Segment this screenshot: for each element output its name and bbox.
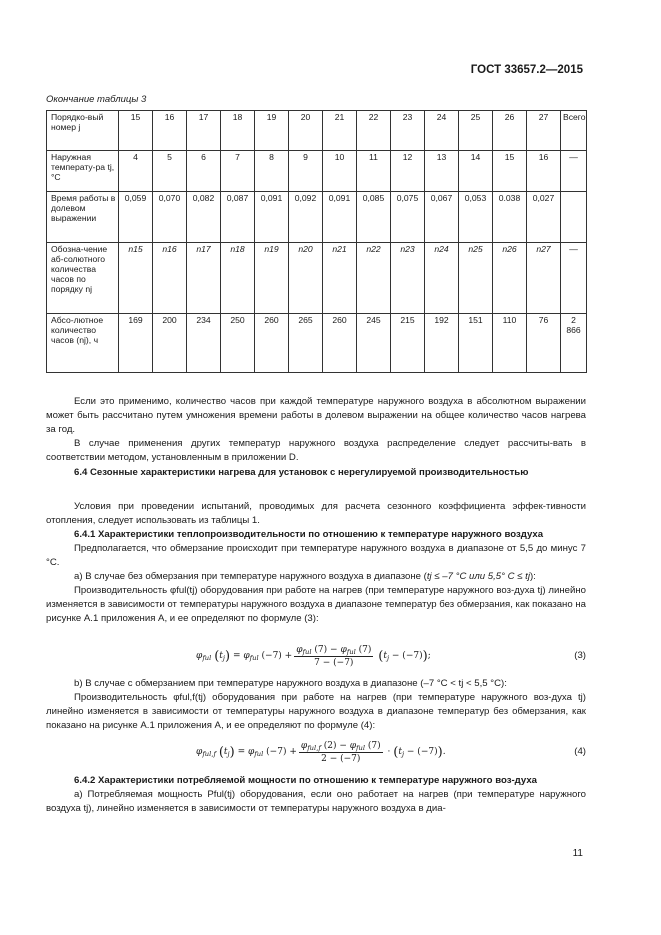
- formula-3-expression: $\varphi_{ful}$ ( $t_j$ ) = $\varphi_{ful}$ (−7) + $\frac{\varphi_{ful} (7) - \varphi_{ful} (7)}{7 - (-7)}$ ( $t_j$ − (−7) ) ;: [196, 644, 431, 668]
- formula-4: [46, 738, 586, 766]
- table-cell: 0,053: [459, 192, 493, 243]
- table-cell: 0.038: [493, 192, 527, 243]
- table-cell: n27: [527, 243, 561, 314]
- table-cell: 12: [391, 151, 425, 192]
- table-cell: 151: [459, 314, 493, 373]
- paragraph: Условия при проведении испытаний, проводимых для расчета сезонного коэффициента эффек-тивности отопления, следует использовать из таблицы 1.: [46, 501, 586, 526]
- table-cell: n20: [289, 243, 323, 314]
- text-block-2: [46, 466, 586, 480]
- table-cell: 265: [289, 314, 323, 373]
- table-cell: 27: [527, 111, 561, 151]
- data-table: [46, 110, 587, 373]
- table-cell: n25: [459, 243, 493, 314]
- table-cell: n19: [255, 243, 289, 314]
- table-cell: 25: [459, 111, 493, 151]
- table-cell: n15: [119, 243, 153, 314]
- table-cell: 6: [187, 151, 221, 192]
- table-cell: n26: [493, 243, 527, 314]
- table-cell: 22: [357, 111, 391, 151]
- table-cell: 20: [289, 111, 323, 151]
- formula-3-number: (3): [574, 650, 586, 661]
- table-cell: 23: [391, 111, 425, 151]
- table-cell: 21: [323, 111, 357, 151]
- paragraph: Предполагается, что обмерзание происходит при температуре наружного воздуха в диапазоне от 5,5 до минус 7 °C.: [46, 543, 586, 568]
- table-cell: 16: [527, 151, 561, 192]
- table-cell: 76: [527, 314, 561, 373]
- table-cell: n22: [357, 243, 391, 314]
- table-cell: —: [561, 243, 587, 314]
- paragraph: Производительность φful,f(tj) оборудования при работе на нагрев (при температуре наружного воз-духа tj) линейно изменяется в зависимости от температуры наружного воздуха в диапазоне температур без обмерзания, как показано на рисунке А.1 приложения А, и ее определяют по формуле (4):: [46, 692, 586, 731]
- table-cell: 7: [221, 151, 255, 192]
- table-cell: 0,070: [153, 192, 187, 243]
- table-cell: 245: [357, 314, 391, 373]
- table-cell: 14: [459, 151, 493, 192]
- table-cell: 11: [357, 151, 391, 192]
- table-cell: 18: [221, 111, 255, 151]
- table-cell: 15: [119, 111, 153, 151]
- table-cell: 9: [289, 151, 323, 192]
- table-cell: 2 866: [561, 314, 587, 373]
- text-block-1: [46, 395, 586, 465]
- table-cell: 0,091: [323, 192, 357, 243]
- formula-4-expression: $\varphi_{ful,f}$ ( $t_j$ ) = $\varphi_{ful}$ (−7) + $\frac{\varphi_{ful,f} (2) - \varphi_{ful} (7)}{2 - (-7)}$ · ( $t_j$ − (−7) ) .: [196, 740, 446, 764]
- table-cell: 8: [255, 151, 289, 192]
- table-cell: 4: [119, 151, 153, 192]
- formula-4-number: (4): [574, 746, 586, 757]
- table-caption: Окончание таблицы 3: [46, 94, 147, 105]
- text-block-4: [46, 677, 586, 733]
- table-cell: 0,075: [391, 192, 425, 243]
- table-cell: 19: [255, 111, 289, 151]
- table-cell: 0,082: [187, 192, 221, 243]
- table-cell: n16: [153, 243, 187, 314]
- row-header: Обозна-чение аб-солютного количества часов по порядку nj: [47, 243, 119, 314]
- table-row: [47, 314, 587, 373]
- table-cell: 192: [425, 314, 459, 373]
- table-cell: 0,085: [357, 192, 391, 243]
- table-cell: 0,027: [527, 192, 561, 243]
- table-row: [47, 151, 587, 192]
- table-cell: Всего: [561, 111, 587, 151]
- table-cell: 24: [425, 111, 459, 151]
- table-cell: 10: [323, 151, 357, 192]
- table-cell: 0,067: [425, 192, 459, 243]
- table-cell: 5: [153, 151, 187, 192]
- table-cell: 0,059: [119, 192, 153, 243]
- table-cell: n21: [323, 243, 357, 314]
- paragraph: а) Потребляемая мощность Pful(tj) оборудования, если оно работает на нагрев (при температуре наружного воздуха tj), линейно изменяется в зависимости от температуры наружного воздуха в диа-: [46, 789, 586, 814]
- table-cell: 13: [425, 151, 459, 192]
- table-cell: 17: [187, 111, 221, 151]
- table-cell: —: [561, 151, 587, 192]
- table-row: [47, 243, 587, 314]
- table-cell: 0,091: [255, 192, 289, 243]
- table-cell: 260: [323, 314, 357, 373]
- table-cell: 260: [255, 314, 289, 373]
- row-header: Время работы в долевом выражении: [47, 192, 119, 243]
- paragraph: b) В случае с обмерзанием при температуре наружного воздуха в диапазоне (–7 °C < tj < 5,5 °C):: [74, 678, 507, 689]
- table-row: [47, 192, 587, 243]
- table-cell: n17: [187, 243, 221, 314]
- table-cell: 26: [493, 111, 527, 151]
- row-header: Абсо-лютное количество часов (nj), ч: [47, 314, 119, 373]
- section-heading-6-4-2: 6.4.2 Характеристики потребляемой мощности по отношению к температуре наружного воз-духа: [74, 775, 537, 786]
- table-cell: n24: [425, 243, 459, 314]
- section-heading-6-4: 6.4 Сезонные характеристики нагрева для установок с нерегулируемой производительностью: [74, 467, 529, 478]
- table-cell: 169: [119, 314, 153, 373]
- text-block-3: [46, 500, 586, 626]
- paragraph: Если это применимо, количество часов при каждой температуре наружного воздуха в абсолютном выражении может быть рассчитано путем умножения времени работы в долевом выражении на общее количество часов нагрева за год.: [46, 396, 586, 435]
- document-id: ГОСТ 33657.2—2015: [470, 64, 583, 76]
- table-cell: n18: [221, 243, 255, 314]
- text-block-5: [46, 774, 586, 816]
- table-cell: 0,087: [221, 192, 255, 243]
- table-cell: 16: [153, 111, 187, 151]
- paragraph: а) В случае без обмерзания при температуре наружного воздуха в диапазоне (tj ≤ –7 °C или 5,5° C ≤ tj):: [74, 571, 536, 582]
- formula-3: [46, 642, 586, 670]
- table-cell: n23: [391, 243, 425, 314]
- table-row: [47, 111, 587, 151]
- table-cell: 0,092: [289, 192, 323, 243]
- section-heading-6-4-1: 6.4.1 Характеристики теплопроизводительности по отношению к температуре наружного воздуха: [74, 529, 544, 540]
- paragraph: Производительность φful(tj) оборудования при работе на нагрев (при температуре наружного воз-духа tj) линейно изменяется в зависимости от температуры наружного воздуха в диапазоне температур без обмерзания, как показано на рисунке А.1 приложения А, и ее определяют по формуле (3):: [46, 585, 586, 624]
- row-header: Наружная температу-ра tj, °C: [47, 151, 119, 192]
- page-number: 11: [572, 848, 583, 859]
- row-header: Порядко-вый номер j: [47, 111, 119, 151]
- paragraph: В случае применения других температур наружного воздуха распределение следует рассчиты-вать в соответствии методом, установленным в приложении D.: [46, 438, 586, 463]
- table-cell: [561, 192, 587, 243]
- table-cell: 110: [493, 314, 527, 373]
- table-cell: 215: [391, 314, 425, 373]
- table-cell: 15: [493, 151, 527, 192]
- table-cell: 200: [153, 314, 187, 373]
- table-cell: 234: [187, 314, 221, 373]
- table-cell: 250: [221, 314, 255, 373]
